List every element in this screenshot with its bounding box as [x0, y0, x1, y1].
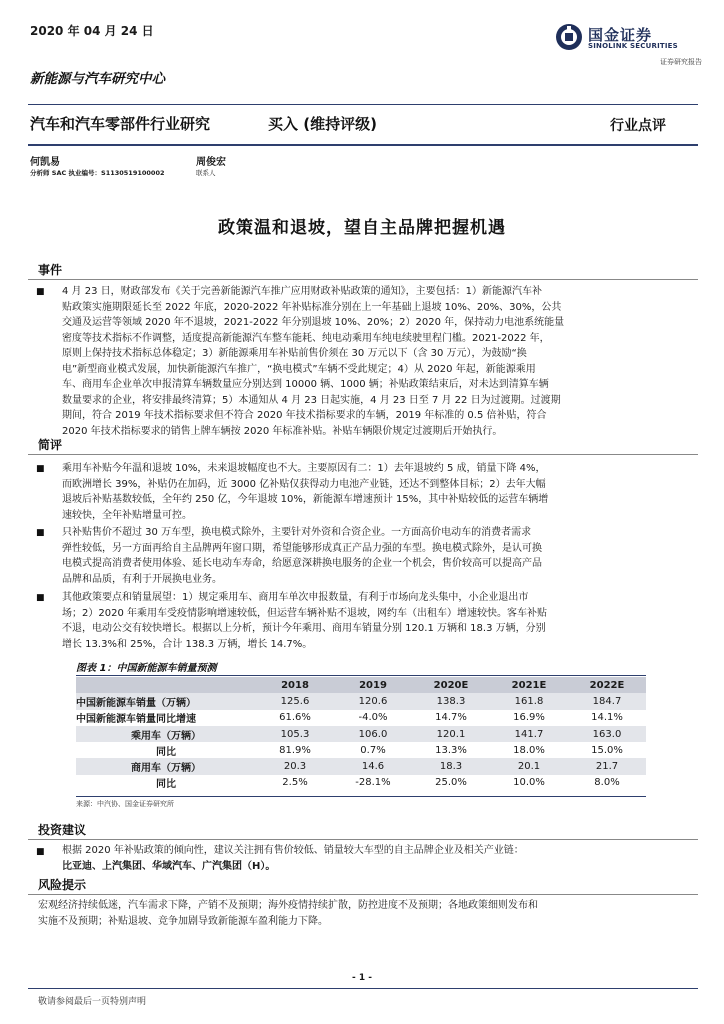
- report-type: 行业点评: [610, 118, 666, 134]
- column-header: 2022E: [589, 679, 625, 691]
- row-label: 商用车（万辆）: [131, 763, 201, 775]
- row-label: 乘用车（万辆）: [131, 730, 201, 742]
- table-cell: 20.3: [283, 761, 307, 773]
- table-cell: 2.5%: [282, 777, 308, 789]
- table-row: [76, 758, 646, 774]
- table-row: [76, 742, 646, 758]
- table-cell: 61.6%: [279, 712, 311, 724]
- event-line: 贴政策实施期限延长至 2022 年底，2020-2022 年补贴标准分别在上一年基础上退坡 10%、20%、30%，公共: [62, 301, 562, 313]
- table-cell: 8.0%: [594, 777, 620, 789]
- event-line: 电”新型商业模式发展，加快新能源汽车推广，“换电模式”车辆不受此规定；4）从 2020 年起，新能源乘用: [62, 363, 536, 375]
- table-cell: 16.9%: [513, 712, 545, 724]
- table-cell: 14.1%: [591, 712, 623, 724]
- column-header: 2019: [359, 679, 387, 691]
- column-header: 2018: [281, 679, 309, 691]
- table-cell: 120.6: [358, 695, 388, 707]
- event-line: 车、商用车企业单次申报清算车辆数量应分别达到 10000 辆、1000 辆；补贴政策结束后，对未达到清算车辆: [62, 379, 549, 390]
- table-bottom-rule: [76, 796, 646, 797]
- review-line: 而欧洲增长 39%，补贴仍在加码，近 3000 亿补贴仅获得动力电池产业链，还达不到整体目标；2）去年大幅: [62, 478, 546, 490]
- table-title: 图表 1：中国新能源车销量预测: [76, 663, 217, 674]
- contact-name: 周俊宏: [196, 157, 226, 168]
- table-cell: 20.1: [517, 761, 541, 773]
- risk-line: 实施不及预期；补贴退坡、竞争加剧导致新能源车盈利能力下降。: [38, 915, 328, 927]
- review-line: 退坡后补贴基数较低，全年约 250 亿，今年退坡 10%，新能源车增速预计 15%，其中补贴较低的运营车辆增: [62, 494, 549, 505]
- research-center: 新能源与汽车研究中心: [30, 71, 165, 87]
- table-cell: 21.7: [595, 761, 619, 773]
- table-cell: 25.0%: [435, 777, 467, 789]
- review-paragraph-3: [62, 590, 694, 652]
- table-row: [76, 693, 646, 709]
- review-paragraph-2: [62, 525, 694, 587]
- disclaimer-text: 敬请参阅最后一页特别声明: [38, 997, 147, 1007]
- row-label: 中国新能源车销量（万辆）: [76, 697, 196, 709]
- bullet-icon: ■: [36, 528, 45, 538]
- footer-rule: [28, 988, 698, 989]
- review-line: 速较快，全年补贴增量可控。: [62, 509, 192, 521]
- row-label: 同比: [156, 779, 176, 791]
- table-top-rule: [76, 675, 646, 676]
- column-header: [76, 677, 256, 693]
- table-cell: 106.0: [358, 728, 388, 740]
- header-rule-thick: [28, 144, 698, 146]
- invest-paragraph: [62, 843, 694, 874]
- event-line: 期间，符合 2019 年技术指标要求但不符合 2020 年技术指标要求的车辆，2019 年标准的 0.5 倍补贴，符合: [62, 410, 547, 421]
- logo-cn-text: 国金证券: [588, 26, 653, 44]
- row-label: 同比: [156, 746, 176, 758]
- rating-label: 买入 (维持评级): [268, 115, 377, 133]
- table-cell: 138.3: [436, 695, 466, 707]
- review-line: 电模式提高消费者使用体验、延长电动车寿命，给愿意深耕换电服务的企业一个机会，售价较高可以提高产品: [62, 558, 542, 569]
- event-line: 数量要求的企业，将安排最终清算；5）本通知从 4 月 23 日起实施，4 月 23 日至 7 月 22 日为过渡期。过渡期: [62, 394, 561, 406]
- bullet-icon: ■: [36, 287, 45, 297]
- table-row: [76, 726, 646, 742]
- bullet-icon: ■: [36, 847, 45, 857]
- table-cell: 125.6: [280, 695, 310, 707]
- table-cell: 141.7: [514, 728, 544, 740]
- table-cell: -4.0%: [358, 712, 388, 724]
- table-cell: 15.0%: [591, 744, 623, 756]
- logo-en-text: SINOLINK SECURITIES: [588, 42, 678, 50]
- table-cell: 18.0%: [513, 744, 545, 756]
- table-row: [76, 775, 646, 791]
- review-line: 不退，电动公交有较快增长。根据以上分析，预计今年乘用、商用车销量分别 120.1 万辆和 18.3 万辆，分别: [62, 623, 546, 634]
- event-line: 密度等技术指标不作调整，适度提高新能源汽车整车能耗、纯电动乘用车纯电续驶里程门槛。2021-2022 年，: [62, 332, 550, 344]
- invest-companies: 比亚迪、上汽集团、华域汽车、广汽集团（H）。: [62, 860, 276, 872]
- analyst-name: 何凯易: [30, 157, 60, 168]
- logo-subtitle: 证券研究报告: [660, 58, 702, 66]
- review-line: 增长 13.3%和 25%，合计 138.3 万辆，增长 14.7%。: [62, 638, 313, 650]
- report-date: 2020 年 04 月 24 日: [30, 24, 154, 38]
- table-cell: 161.8: [514, 695, 544, 707]
- review-line: 只补贴售价不超过 30 万车型，换电模式除外，主要针对外资和合资企业。一方面高价电动车的消费者需求: [62, 527, 532, 538]
- table-cell: 18.3: [439, 761, 463, 773]
- analyst-license: 分析师 SAC 执业编号：S1130519100002: [30, 169, 165, 177]
- event-paragraph: [62, 284, 694, 439]
- table-cell: 105.3: [280, 728, 310, 740]
- event-line: 2020 年技术指标要求的销售上牌车辆按 2020 年标准补贴。补贴车辆限价规定过渡期后开始执行。: [62, 425, 503, 437]
- table-cell: 120.1: [436, 728, 466, 740]
- sinolink-logo-icon: [554, 22, 584, 52]
- section-rule: [28, 279, 698, 280]
- bullet-icon: ■: [36, 464, 45, 474]
- table-cell: 14.7%: [435, 712, 467, 724]
- section-rule: [28, 454, 698, 455]
- invest-line-1: 根据 2020 年补贴政策的倾向性，建议关注拥有售价较低、销量较大车型的自主品牌企业及相关产业链：: [62, 845, 524, 856]
- risk-line: 宏观经济持续低迷，汽车需求下降，产销不及预期；海外疫情持续扩散，防控进度不及预期；各地政策细则发布和: [38, 900, 538, 911]
- review-line: 品牌和品质，有利于开展换电业务。: [62, 573, 222, 585]
- bullet-icon: ■: [36, 593, 45, 603]
- risk-paragraph: [38, 898, 698, 929]
- table-cell: 14.6: [361, 761, 385, 773]
- review-line: 乘用车补贴今年温和退坡 10%，未来退坡幅度也不大。主要原因有二：1）去年退坡约 5 成，销量下降 4%，: [62, 463, 546, 474]
- review-line: 其他政策要点和销量展望：1）规定乘用车、商用车单次申报数量，有利于市场向龙头集中，小企业退出市: [62, 592, 529, 603]
- event-line: 4 月 23 日，财政部发布《关于完善新能源汽车推广应用财政补贴政策的通知》，主要包括：1）新能源汽车补: [62, 286, 542, 297]
- sales-forecast-table: [76, 677, 646, 791]
- event-line: 交通及运营等领域 2020 年不退坡，2021-2022 年分别退坡 10%、20%；2）2020 年，保持动力电池系统能量: [62, 317, 565, 328]
- review-line: 弹性较低，另一方面再给自主品牌两年窗口期，希望能够形成真正产品力强的车型。换电模式除外，是认可换: [62, 542, 542, 554]
- section-heading-risk: 风险提示: [38, 878, 87, 892]
- table-cell: 184.7: [592, 695, 622, 707]
- row-label: 中国新能源车销量同比增速: [76, 714, 196, 726]
- contact-role: 联系人: [196, 169, 216, 177]
- table-cell: -28.1%: [355, 777, 391, 789]
- table-cell: 81.9%: [279, 744, 311, 756]
- section-rule: [28, 839, 698, 840]
- table-cell: 163.0: [592, 728, 622, 740]
- table-cell: 13.3%: [435, 744, 467, 756]
- review-line: 场；2）2020 年乘用车受疫情影响增速较低，但运营车辆补贴不退坡，网约车（出租车）增速较快。客车补贴: [62, 607, 547, 619]
- table-row: [76, 710, 646, 726]
- table-header-row: [76, 677, 646, 693]
- section-heading-event: 事件: [38, 263, 63, 277]
- page-number: - 1 -: [352, 973, 372, 983]
- header-rule: [28, 104, 698, 105]
- section-heading-invest: 投资建议: [38, 823, 87, 837]
- event-line: 原则上保持技术指标总体稳定；3）新能源乘用车补贴前售价须在 30 万元以下（含 30 万元），为鼓励“换: [62, 348, 527, 359]
- industry-name: 汽车和汽车零部件行业研究: [30, 115, 211, 133]
- section-heading-review: 简评: [38, 438, 63, 452]
- report-title: 政策温和退坡，望自主品牌把握机遇: [218, 218, 506, 238]
- column-header: 2021E: [511, 679, 547, 691]
- table-cell: 10.0%: [513, 777, 545, 789]
- table-cell: 0.7%: [360, 744, 386, 756]
- section-rule: [28, 894, 698, 895]
- review-paragraph-1: [62, 461, 694, 523]
- column-header: 2020E: [433, 679, 469, 691]
- table-source: 来源：中汽协、国金证券研究所: [76, 800, 174, 808]
